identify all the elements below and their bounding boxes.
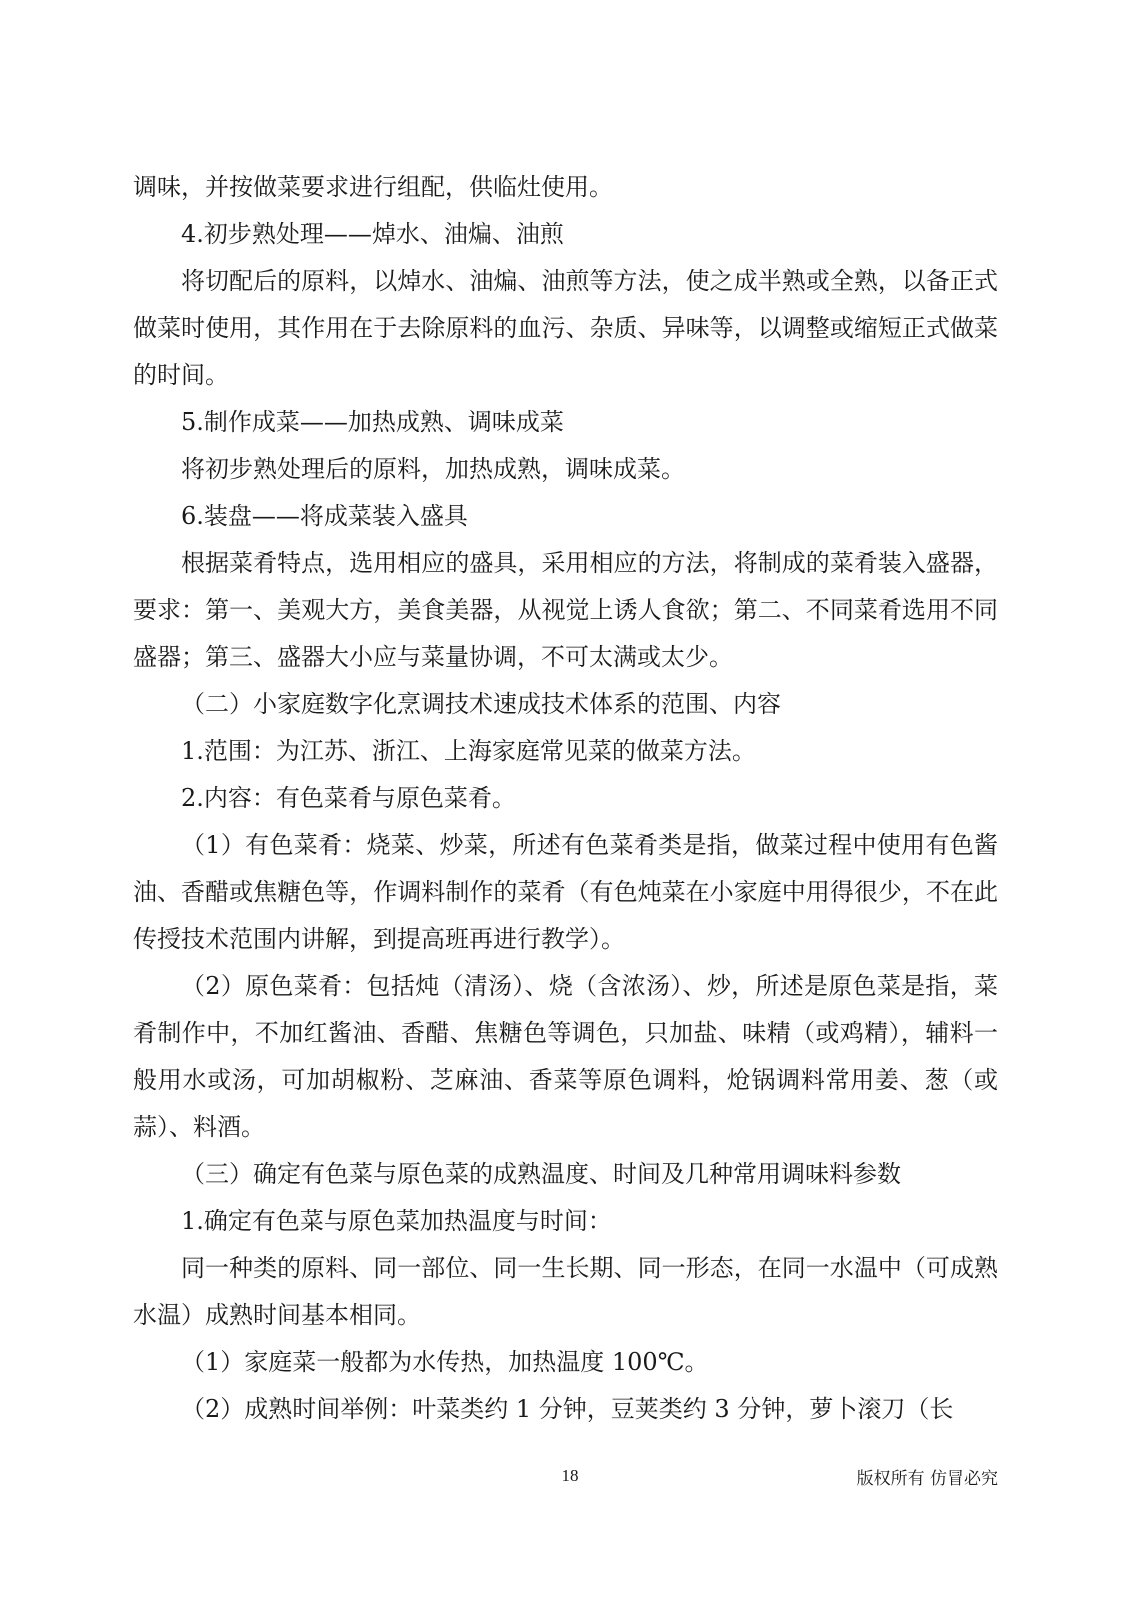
heading-6-plating: 6.装盘——将成菜装入盛具 <box>181 502 468 530</box>
paragraph-3: 将切配后的原料，以焯水、油煸、油煎等方法，使之成半熟或全熟，以备正式做菜时使用，其作用在于去除原料的血污、杂质、异味等，以调整或缩短正式做菜的时间。 <box>133 267 998 389</box>
heading-4-initial-cooking: 4.初步熟处理——焯水、油煸、油煎 <box>181 220 564 248</box>
heading-5-make-dish: 5.制作成菜——加热成熟、调味成菜 <box>181 408 564 436</box>
paragraph-7: 根据菜肴特点，选用相应的盛具，采用相应的方法，将制成的菜肴装入盛器，要求：第一、美观大方，美食美器，从视觉上诱人食欲；第二、不同菜肴选用不同盛器；第三、盛器大小应与菜量协调，不可太满或太少。 <box>133 549 998 671</box>
paragraph-heating-temp: （1）家庭菜一般都为水传热，加热温度 100℃。 <box>181 1348 709 1376</box>
paragraph-cooking-time-examples: （2）成熟时间举例：叶菜类约 1 分钟，豆荚类约 3 分钟，萝卜滚刀（长 <box>181 1395 954 1423</box>
paragraph-1: 调味，并按做菜要求进行组配，供临灶使用。 <box>133 173 613 201</box>
paragraph-5: 将初步熟处理后的原料，加热成熟，调味成菜。 <box>181 455 685 483</box>
section-heading-3: （三）确定有色菜与原色菜的成熟温度、时间及几种常用调味料参数 <box>181 1160 901 1188</box>
paragraph-contents: 2.内容：有色菜肴与原色菜肴。 <box>181 784 516 812</box>
paragraph-original-color-dishes: （2）原色菜肴：包括炖（清汤）、烧（含浓汤）、炒，所述是原色菜是指，菜肴制作中，不加红酱油、香醋、焦糖色等调色，只加盐、味精（或鸡精），辅料一般用水或汤，可加胡椒粉、芝麻油、香菜等原色调料，炝锅调料常用姜、葱（或蒜）、料酒。 <box>133 972 998 1141</box>
paragraph-same-ingredient: 同一种类的原料、同一部位、同一生长期、同一形态，在同一水温中（可成熟水温）成熟时间基本相同。 <box>133 1254 998 1329</box>
paragraph-scope: 1.范围：为江苏、浙江、上海家庭常见菜的做菜方法。 <box>181 737 756 765</box>
copyright-notice: 版权所有 仿冒必究 <box>856 1469 998 1489</box>
page-number: 18 <box>561 1466 579 1485</box>
section-heading-2: （二）小家庭数字化烹调技术速成技术体系的范围、内容 <box>181 690 781 718</box>
body-text <box>133 164 998 1433</box>
paragraph-colored-dishes: （1）有色菜肴：烧菜、炒菜，所述有色菜肴类是指，做菜过程中使用有色酱油、香醋或焦糖色等，作调料制作的菜肴（有色炖菜在小家庭中用得很少，不在此传授技术范围内讲解，到提高班再进行教学）。 <box>133 831 998 953</box>
paragraph-temperature-time: 1.确定有色菜与原色菜加热温度与时间： <box>181 1207 612 1235</box>
